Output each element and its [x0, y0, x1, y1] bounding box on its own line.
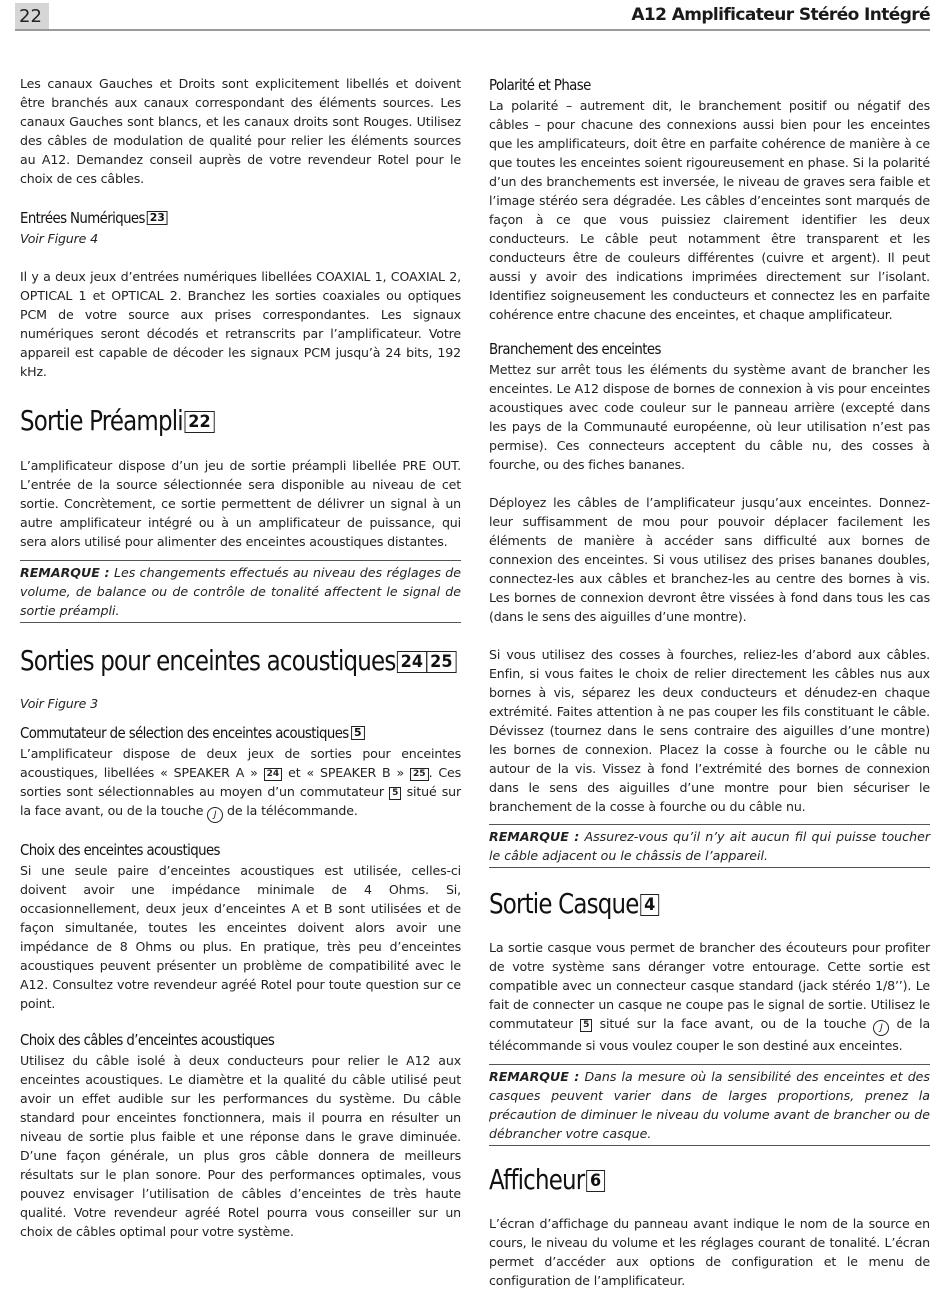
heading-sorties-enceintes: Sorties pour enceintes acoustiques 24 25: [20, 641, 382, 681]
ref-number-badge: 24: [264, 768, 283, 781]
paragraph-polarite: La polarité – autrement dit, le branchement positif ou négatif des câbles – pour chacune des connexions aussi bien pour les enceintes que les amplificateurs, doit être en parfaite cohérence de manière à ce que toutes les enceintes soient rigoureusement en phase. Si la polarité d’un des branchements est inversée, le niveau de graves sera faible et l’image stéréo sera dégradée. Les câbles d’enceintes sont marqués de façon à ce que vous puissiez clairement identifier les deux conducteurs. Le câble peut notamment être transparent et les conducteurs être de couleurs différentes (cuivre et argent). Il peut aussi y avoir des indications imprimées directement sur l’isolant. Identifiez soigneusement les conducteurs et connectez les en parfaite cohérence entre chacune des enceintes, et chaque amplificateur.: [489, 98, 930, 322]
ref-number-badge: 23: [147, 211, 168, 225]
page-header: [15, 3, 930, 29]
heading-choix-enceintes: Choix des enceintes acoustiques: [20, 841, 220, 859]
paragraph-branchement-3: Si vous utilisez des cosses à fourches, reliez-les d’abord aux câbles. Enfin, si vous faites le choix de relier directement les câbles nus aux bornes à vis, séparez les deux conducteurs et dénudez-en chaque extrémité. Faites attention à ne pas couper les fils constituant le câble. Dévissez (tournez dans le sens contraire des aiguilles d’une montre) les bornes de connexion. Placez la cosse à fourche ou le câble nu autour de la vis. Vissez à fond l’extrémité des bornes de connexion dans le sens des aiguilles d’une montre pour bien sécuriser le branchement de la cosse à fourche ou du câble nu.: [489, 647, 930, 814]
paragraph-afficheur: L’écran d’affichage du panneau avant indique le nom de la source en cours, le niveau du volume et les réglages courant de tonalité. L’écran permet d’accéder aux options de configuration et le menu de configuration de l’amplificateur.: [489, 1216, 930, 1288]
document-title: A12 Amplificateur Stéréo Intégré: [631, 5, 930, 25]
header-divider: [15, 29, 930, 31]
paragraph-branchement-1: Mettez sur arrêt tous les éléments du système avant de brancher les enceintes. Le A12 dispose de bornes de connexion à vis pour enceintes acoustiques avec code couleur sur le panneau arrière (excepté dans les pays de la Communauté européenne, où leur utilisation n’est pas permise). Ces connecteurs acceptent du câble nu, des cosses à fourche, ou des fiches bananes.: [489, 362, 930, 472]
paragraph-commutateur: L’amplificateur dispose de deux jeux de sorties pour enceintes acoustiques, libellées « SPEAKER A » 24 et « SPEAKER B » 25 . Ces sorties sont sélectionnables au moyen d’un commutateur 5 situé sur la face avant, ou de la touche J de la télécommande.: [20, 744, 461, 823]
paragraph-choix-enceintes: Si une seule paire d’enceintes acoustiques est utilisée, celles-ci doivent avoir une impédance minimale de 4 Ohms. Si, occasionnellement, deux jeux d’enceintes A et B sont utilisées et de façon simultanée, toutes les enceintes doivent alors avoir une impédance de 8 Ohms ou plus. En pratique, très peu d’enceintes acoustiques peuvent présenter un problème de compatibilité avec le A12. Consultez votre revendeur agréé Rotel pour toute question sur ce point.: [20, 863, 461, 1011]
page-number: 22: [15, 3, 49, 29]
ref-number-badge: 4: [641, 894, 660, 916]
ref-number-badge: 5: [389, 787, 401, 800]
ref-number-badge: 5: [351, 726, 365, 740]
paragraph-entrees: Il y a deux jeux d’entrées numériques libellées COAXIAL 1, COAXIAL 2, OPTICAL 1 et OPTICAL 2. Branchez les sorties coaxiales ou optiques PCM de votre source aux prises correspondantes. Les signaux numériques seront décodés et retranscrits par l’amplificateur. Votre appareil est capable de décoder les signaux PCM jusqu’à 24 bits, 192 kHz.: [20, 269, 461, 379]
ref-number-badge: 25: [410, 768, 429, 781]
paragraph-preampli: L’amplificateur dispose d’un jeu de sortie préampli libellée PRE OUT. L’entrée de la source sélectionnée sera disponible au niveau de cet sortie. Concrètement, ce sortie permettent de délivrer un signal à un autre amplificateur intégré ou à un amplificateur de puissance, qui sera alors utilisé pour alimenter des enceintes acoustiques distantes.: [20, 458, 461, 549]
paragraph-branchement-2: Déployez les câbles de l’amplificateur jusqu’aux enceintes. Donnez-leur suffisamment de mou pour pouvoir déplacer facilement les éléments de manière à accéder sans difficulté aux bornes de connexion des enceintes. Si vous utilisez des prises bananes doubles, connectez-les aux câbles et branchez-les au centre des bornes à vis. Les bornes de connexion devront être vissées à fond dans tous les cas (dans le sens des aiguilles d’une montre).: [489, 495, 930, 624]
figure-reference: Voir Figure 4: [20, 231, 98, 246]
remote-button-icon: J: [207, 807, 223, 823]
heading-polarite: Polarité et Phase: [489, 76, 591, 94]
left-column: [20, 74, 461, 1241]
intro-paragraph: Les canaux Gauches et Droits sont explicitement libellés et doivent être branchés aux canaux correspondant des éléments sources. Les canaux Gauches sont blancs, et les canaux droits sont Rouges. Utilisez des câbles de modulation de qualité pour relier les éléments sources au A12. Demandez conseil auprès de votre revendeur Rotel pour le choix de ces câbles.: [20, 76, 461, 186]
heading-sortie-preampli: Sortie Préampli 22: [20, 401, 382, 441]
heading-choix-cables: Choix des câbles d’enceintes acoustiques: [20, 1031, 275, 1049]
right-column: [489, 74, 930, 1290]
heading-entrees-numeriques: Entrées Numériques 23: [20, 207, 399, 229]
heading-commutateur: Commutateur de sélection des enceintes acoustiques 5: [20, 722, 399, 744]
ref-number-badge: 5: [580, 1019, 592, 1032]
heading-branchement: Branchement des enceintes: [489, 340, 661, 358]
paragraph-casque: La sortie casque vous permet de brancher des écouteurs pour profiter de votre système sans déranger votre entourage. Cette sortie est compatible avec un connecteur casque standard (jack stéréo 1/8’’). Le fait de connecter un casque ne coupe pas le signal de sortie. Utilisez le commutateur 5 situé sur la face avant, ou de la touche J de la télécommande si vous voulez couper le son destiné aux enceintes.: [489, 940, 931, 1053]
ref-number-badge: 6: [586, 1170, 605, 1192]
ref-number-badge: 25: [426, 651, 456, 673]
paragraph-choix-cables: Utilisez du câble isolé à deux conducteurs pour relier le A12 aux enceintes acoustiques. Le diamètre et la qualité du câble utilisé peut avoir un effet audible sur les performances du système. Du câble standard pour enceintes fonctionnera, mais il pourra en résulter un niveau de sortie plus faible et une réponse dans le grave diminuée. D’une façon générale, un plus gros câble donnera de meilleurs résultats sur le plan sonore. Pour des performances optimales, vous pouvez envisager l’utilisation de câbles d’enceintes de très haute qualité. Votre revendeur agréé Rotel pourra vous conseiller sur un choix de câbles optimal pour votre système.: [20, 1053, 461, 1239]
remote-button-icon: J: [873, 1020, 889, 1036]
ref-number-badge: 22: [184, 411, 214, 433]
ref-number-badge: 24: [397, 651, 427, 673]
note-box: REMARQUE : Assurez-vous qu’il n’y ait aucun fil qui puisse toucher le câble adjacent ou le châssis de l’appareil.: [489, 824, 930, 868]
heading-afficheur: Afficheur 6: [489, 1160, 851, 1200]
note-box: REMARQUE : Les changements effectués au niveau des réglages de volume, de balance ou de contrôle de tonalité affectent le signal de sortie préampli.: [20, 560, 461, 623]
figure-reference: Voir Figure 3: [20, 696, 98, 711]
note-box: REMARQUE : Dans la mesure où la sensibilité des enceintes et des casques peuvent varier dans de larges proportions, prenez la précaution de diminuer le niveau du volume avant de brancher ou de débrancher votre casque.: [489, 1064, 930, 1146]
heading-sortie-casque: Sortie Casque 4: [489, 884, 851, 924]
